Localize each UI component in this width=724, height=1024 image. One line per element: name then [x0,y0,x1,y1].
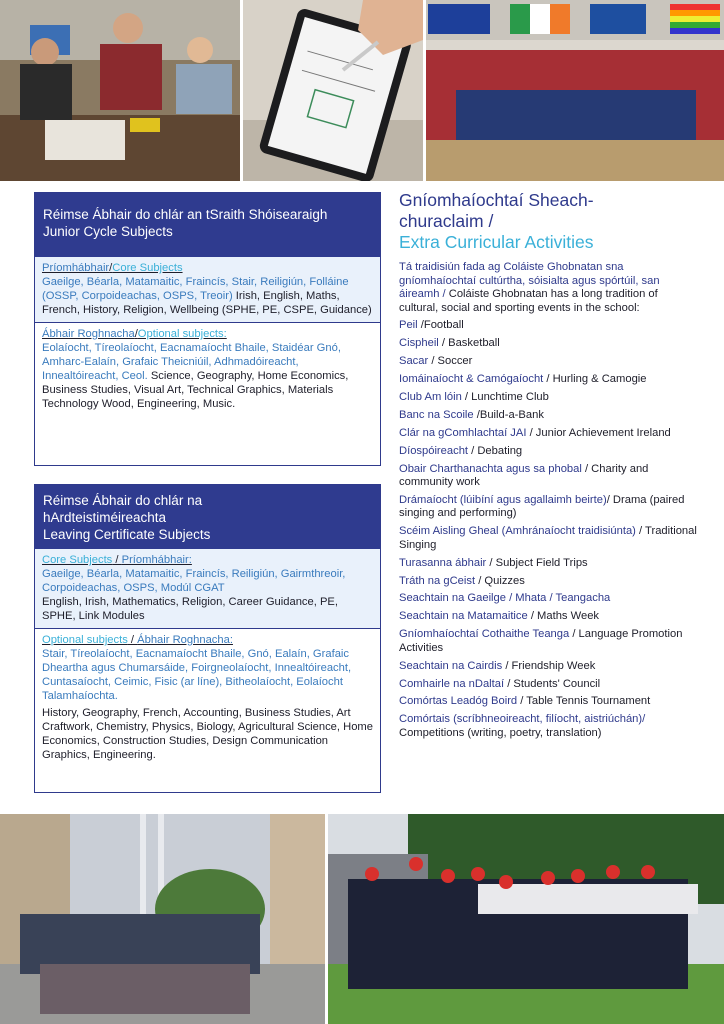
activity-name-ga: Tráth na gCeist [399,574,479,587]
activity-item [399,713,699,740]
activity-name-en: / Debating [471,444,523,457]
extra-title-ga-line1: Gníomhaíochtaí Sheach- [399,190,594,210]
activity-name-ga: Comórtais (scríbhneoireacht, filíocht, aistriúchán)/ [399,713,646,726]
activity-name-ga: Seachtain na Cairdis [399,659,506,672]
extra-title-ga-line2: churaclaim / [399,211,494,231]
activity-name-en: / Quizzes [478,574,525,587]
photo-climbing-trip [328,814,724,1024]
activity-name-en: / Language Promotion Activities [399,628,683,654]
activity-name-en: / Friendship Week [505,659,596,672]
extra-curricular-title [399,190,699,253]
junior-title-en: Junior Cycle Subjects [43,224,173,239]
activity-name-en: /Football [420,319,464,332]
activity-list [399,319,699,740]
photo-tablet-drawing [243,0,423,181]
activity-item [399,525,699,552]
leaving-optional-section [35,628,380,767]
activity-item [399,337,699,351]
activity-name-en: / Maths Week [530,610,600,623]
activity-name-en: / Traditional Singing [399,525,697,551]
activity-item [399,575,699,589]
leaving-title-en: Leaving Certificate Subjects [43,527,211,542]
leaving-core-section [35,549,380,628]
extra-intro [399,261,699,315]
leaving-core-text-en: English, Irish, Mathematics, Religion, Career Guidance, PE, SPHE, Link Modules [42,596,338,622]
junior-optional-heading: Ábhair Roghnacha/Optional subjects: [42,328,227,340]
leaving-core-text-ga: Gaeilge, Béarla, Matamaitic, Fraincís, Reiligiún, Gairmthreoir, Corpoideachas, OSPS, Modúl CGAT [42,568,346,594]
activity-name-en: / Students' Council [507,677,601,690]
junior-core-section [35,257,380,322]
activity-name-ga: Seachtain na Gaeilge / Mhata / Teangacha [399,592,611,605]
activity-name-ga: Obair Charthanachta agus sa phobal [399,462,585,475]
leaving-optional-text-ga: Stair, Tíreolaíocht, Eacnamaíocht Bhaile, Gnó, Ealaín, Grafaic Dheartha agus Chumarsáide, Foirgneolaíocht, Innealtóireacht, Cuntasaíocht, Ceimic, Fisic (ar líne), Bitheolaíocht, Eolaíocht Talamhaíochta. [42,648,352,702]
activity-name-en: / Basketball [441,337,500,350]
leaving-cert-box [34,484,381,793]
activity-item [399,409,699,423]
activity-item [399,427,699,441]
activity-name-en: / Drama (paired singing and performing) [399,493,685,520]
activity-item [399,355,699,369]
activity-item [399,319,699,333]
activity-item [399,373,699,387]
junior-optional-text-ga: Eolaíocht, Tíreolaíocht, Eacnamaíocht Bhaile, Staidéar Gnó, Amharc-Ealaín, Grafaic Theicniúil, Adhmadóireacht, Innealtóireacht, Ceol. [42,342,341,382]
activity-name-ga: Sacar [399,355,432,368]
junior-core-heading: Príomhábhair/Core Subjects [42,262,183,274]
activity-name-en: / Hurling & Camogie [546,373,647,386]
junior-core-text-en: Irish, English, Maths, French, History, Religion, Wellbeing (SPHE, PE, CSPE, Guidance) [42,290,372,316]
activity-name-ga: Banc na Scoile [399,408,477,421]
activity-name-ga: Comórtas Leadóg Boird [399,695,521,708]
activity-name-en: /Build-a-Bank [476,408,544,421]
activity-name-ga: Drámaíocht (lúibíní agus agallaimh beirte) [399,493,607,506]
activity-item [399,445,699,459]
activity-name-ga: Turasanna ábhair [399,556,490,569]
leaving-cert-header [35,485,380,549]
activity-item [399,557,699,571]
activity-name-en: Competitions (writing, poetry, translation) [399,726,602,739]
leaving-title-line1: Réimse Ábhair do chlár na [43,493,203,508]
junior-core-text-ga: Gaeilge, Béarla, Matamaitic, Fraincís, Stair, Reiligiún, Folláine (OSSP, Corpoideachas, OSPS, Treoir) [42,276,349,302]
activity-name-ga: Iomáinaíocht & Camógaíocht [399,373,547,386]
activity-item [399,463,699,490]
leaving-title-line2: hArdteistiméireachta [43,510,167,525]
activity-name-en: / Table Tennis Tournament [520,695,651,708]
junior-optional-section [35,322,380,416]
activity-name-en: / Charity and community work [399,462,649,489]
activity-item [399,628,699,655]
activity-item [399,678,699,692]
leaving-optional-heading: Optional subjects / Ábhair Roghnacha: [42,634,233,646]
extra-curricular-section [399,190,699,740]
activity-name-ga: Gníomhaíochtaí Cothaithe Teanga [399,628,573,641]
extra-intro-en: Coláiste Ghobnatan has a long tradition of cultural, social and sporting events in the school: [399,288,658,314]
leaving-optional-text-en: History, Geography, French, Accounting, Business Studies, Art Craftwork, Chemistry, Physics, Biology, Agricultural Science, Home Economics, Construction Studies, Design Communication Graphics, Engineering. [42,707,373,761]
activity-name-ga: Comhairle na nDaltaí [399,677,508,690]
extra-title-en: Extra Curricular Activities [399,232,594,252]
activity-name-ga: Seachtain na Matamaitice [399,610,531,623]
activity-name-ga: Cispheil [399,337,442,350]
activity-name-ga: Club Am lóin [399,390,465,403]
activity-item [399,660,699,674]
photo-london-trip [0,814,325,1024]
activity-name-en: / Junior Achievement Ireland [529,426,671,439]
activity-name-en: / Lunchtime Club [464,390,549,403]
activity-item [399,592,699,606]
leaving-core-heading: Core Subjects / Príomhábhair: [42,554,192,566]
activity-name-en: / Soccer [431,355,473,368]
junior-cycle-header [35,193,380,257]
activity-item [399,695,699,709]
activity-name-en: / Subject Field Trips [489,556,588,569]
activity-name-ga: Díospóireacht [399,444,472,457]
activity-name-ga: Scéim Aisling Gheal (Amhránaíocht traidisiúnta) [399,525,640,538]
activity-item [399,610,699,624]
activity-name-ga: Clár na gComhlachtaí JAI [399,426,530,439]
activity-name-ga: Peil [399,319,421,332]
junior-optional-text-en: Science, Geography, Home Economics, Business Studies, Visual Art, Technical Graphics, Materials Technology Wood, Engineering, Music. [42,370,349,410]
activity-item [399,494,699,521]
junior-cycle-box [34,192,381,466]
junior-title-ga: Réimse Ábhair do chlár an tSraith Shóisearaigh [43,207,328,222]
extra-intro-ga: Tá traidisiún fada ag Coláiste Ghobnatan sna gníomhaíochtaí cultúrtha, sóisialta agus spórtúil, san áireamh / [399,261,660,300]
photo-students-lab [0,0,240,181]
activity-item [399,391,699,405]
photo-school-group [426,0,724,181]
